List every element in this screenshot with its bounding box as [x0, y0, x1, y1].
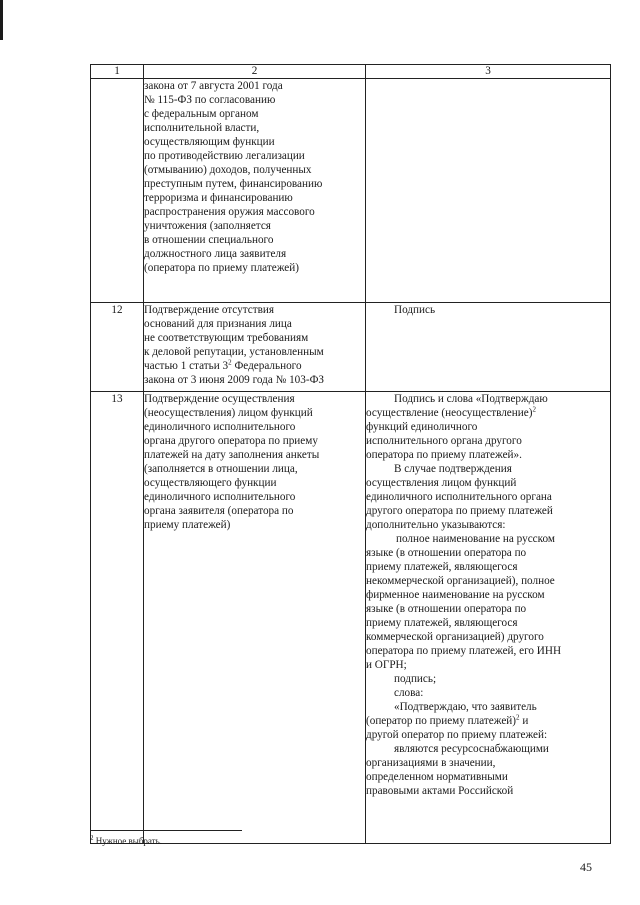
text-line: подпись; [394, 673, 437, 685]
text-line: Подтверждение отсутствия [144, 304, 275, 316]
text-line: единоличного исполнительного [144, 421, 296, 433]
text-line: приему платежей, являющегося [366, 617, 518, 629]
text-line: и ОГРН; [366, 659, 407, 671]
text-line: (оператора по приему платежей) [144, 262, 299, 274]
text-line: единоличного исполнительного [144, 491, 296, 503]
text-line: В случае подтверждения [394, 463, 512, 475]
text-line [366, 406, 610, 420]
text-line: приему платежей, являющегося [366, 561, 518, 573]
text-line: распространения оружия массового [144, 206, 315, 218]
text-line: определенном нормативными [366, 771, 508, 783]
text-line: фирменное наименование на русском [366, 589, 545, 601]
text-fragment: (оператор по приему платежей) [366, 715, 517, 727]
table-row-continued [91, 79, 611, 303]
text-line: осуществляющего функции [144, 477, 277, 489]
text-line: уничтожения (заполняется [144, 220, 271, 232]
text-line: языке (в отношении оператора по [366, 547, 527, 559]
header-col-3: 3 [366, 65, 611, 79]
text-line: дополнительно указываются: [366, 519, 506, 531]
text-line: преступным путем, финансированию [144, 178, 323, 190]
text-line: (неосуществления) лицом функций [144, 407, 313, 419]
text-line: должностного лица заявителя [144, 248, 287, 260]
table-row-12 [91, 303, 611, 392]
row-13-description [144, 392, 366, 844]
text-line: оператора по приему платежей». [366, 449, 522, 461]
row-12-description [144, 303, 366, 392]
requirements-table [90, 64, 611, 844]
text-line: слова: [394, 687, 424, 699]
text-line: в отношении специального [144, 234, 274, 246]
text-line: (заполняется в отношении лица, [144, 463, 298, 475]
text-line: приему платежей) [144, 519, 231, 531]
text-line: органа другого оператора по приему [144, 435, 318, 447]
row-12-num: 12 [91, 303, 144, 392]
text-line: Подпись и слова «Подтверждаю [394, 393, 548, 405]
row-continued-num [91, 79, 144, 303]
text-line: осуществления лицом функций [366, 477, 517, 489]
text-line: исполнительной власти, [144, 122, 260, 134]
text-line [144, 359, 365, 373]
footnote [90, 836, 162, 846]
text-line: полное наименование на русском [396, 533, 555, 545]
row-continued-description [144, 79, 366, 303]
text-line: некоммерческой организацией), полное [366, 575, 555, 587]
footnote-text: Нужное выбрать. [93, 836, 162, 846]
text-line: с федеральным органом [144, 108, 259, 120]
text-line: закона от 7 августа 2001 года [144, 80, 283, 92]
footnote-ref: 2 [516, 713, 520, 722]
text-line [366, 714, 610, 728]
text-fragment: и [519, 715, 529, 727]
text-fragment: частью 1 статьи 3 [144, 360, 229, 372]
text-line: осуществляющим функции [144, 136, 275, 148]
footnote-divider [90, 830, 242, 831]
text-line: к деловой репутации, установленным [144, 346, 324, 358]
text-line: оснований для признания лица [144, 318, 292, 330]
footnote-ref: 2 [228, 358, 232, 367]
text-fragment: Федерального [234, 360, 302, 372]
header-col-1: 1 [91, 65, 144, 79]
text-line: организациями в значении, [366, 757, 496, 769]
table-row-13 [91, 392, 611, 844]
text-line: «Подтверждаю, что заявитель [394, 701, 537, 713]
text-line: платежей на дату заполнения анкеты [144, 449, 320, 461]
text-line: коммерческой организацией) другого [366, 631, 544, 643]
text-line: № 115-ФЗ по согласованию [144, 94, 276, 106]
row-13-requirement [366, 392, 611, 844]
text-line: не соответствующим требованиям [144, 332, 309, 344]
table-header-row [91, 65, 611, 79]
text-line: правовыми актами Российской [366, 785, 514, 797]
text-line: по противодействию легализации [144, 150, 305, 162]
text-line: являются ресурсоснабжающими [394, 743, 549, 755]
text-line: органа заявителя (оператора по [144, 505, 294, 517]
row-continued-requirement [366, 79, 611, 303]
text-line: закона от 3 июня 2009 года № 103-ФЗ [144, 374, 325, 386]
text-line: терроризма и финансированию [144, 192, 293, 204]
page-number: 45 [580, 860, 592, 874]
text-line: единоличного исполнительного органа [366, 491, 552, 503]
footnote-mark: 2 [90, 834, 94, 842]
text-line: исполнительного органа другого [366, 435, 522, 447]
text-fragment: осуществление (неосуществление) [366, 407, 533, 419]
text-line: другой оператор по приему платежей: [366, 729, 548, 741]
text-line: языке (в отношении оператора по [366, 603, 527, 615]
text-line: другого оператора по приему платежей [366, 505, 553, 517]
row-12-requirement [366, 303, 611, 392]
text-line: функций единоличного [366, 421, 478, 433]
text-line: Подтверждение осуществления [144, 393, 295, 405]
scan-edge-mark [0, 0, 3, 40]
footnote-ref: 2 [532, 405, 536, 414]
text-line: оператора по приему платежей, его ИНН [366, 645, 562, 657]
text-line: (отмыванию) доходов, полученных [144, 164, 312, 176]
row-13-num: 13 [91, 392, 144, 844]
text-line: Подпись [394, 304, 436, 316]
header-col-2: 2 [144, 65, 366, 79]
